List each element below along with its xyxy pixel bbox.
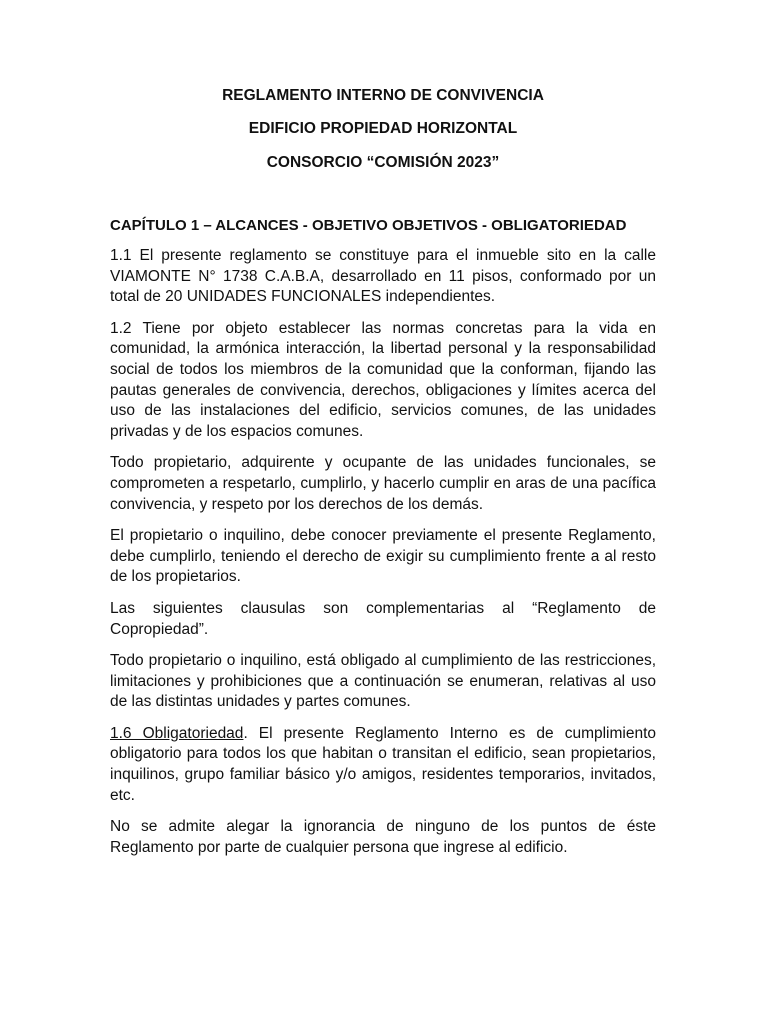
document-title: REGLAMENTO INTERNO DE CONVIVENCIA <box>222 87 544 104</box>
paragraph-owners-commitment: Todo propietario, adquirente y ocupante de las unidades funcionales, se comprometen a respetarlo, cumplirlo, y hacerlo cumplir en aras de una pacífica convivencia, y respeto por los derechos de los demás. <box>110 454 656 513</box>
section-1-6-label: 1.6 Obligatoriedad <box>110 724 244 742</box>
paragraph-1-6 <box>110 724 656 806</box>
paragraph-1-2: 1.2 Tiene por objeto establecer las normas concretas para la vida en comunidad, la armónica interacción, la libertad personal y la responsabilidad social de todos los miembros de la comunidad que la conforman, fijando las pautas generales de convivencia, derechos, obligaciones y límites acerca del uso de las instalaciones del edificio, servicios comunes, de las unidades privadas y de los espacios comunes. <box>110 319 656 440</box>
paragraph-tenant-duty: El propietario o inquilino, debe conocer previamente el presente Reglamento, debe cumplirlo, teniendo el derecho de exigir su cumplimiento frente a al resto de los propietarios. <box>110 527 656 586</box>
document-consortium: CONSORCIO “COMISIÓN 2023” <box>266 154 500 171</box>
paragraph-complementary-clauses: Las siguientes clausulas son complementarias al “Reglamento de Copropiedad”. <box>110 599 656 638</box>
chapter-heading: CAPÍTULO 1 – ALCANCES - OBJETIVO OBJETIVOS - OBLIGATORIEDAD <box>110 217 627 234</box>
paragraph-1-1: 1.1 El presente reglamento se constituye para el inmueble sito en la calle VIAMONTE N° 1738 C.A.B.A, desarrollado en 11 pisos, conformado por un total de 20 UNIDADES FUNCIONALES independientes. <box>110 247 656 306</box>
paragraph-closing: No se admite alegar la ignorancia de ninguno de los puntos de éste Reglamento por parte de cualquier persona que ingrese al edificio. <box>110 818 656 856</box>
paragraph-restrictions: Todo propietario o inquilino, está obligado al cumplimiento de las restricciones, limitaciones y prohibiciones que a continuación se enumeran, relativas al uso de las distintas unidades y partes comunes. <box>110 652 656 711</box>
document-subtitle: EDIFICIO PROPIEDAD HORIZONTAL <box>248 120 518 137</box>
section-1-6-text: . El presente Reglamento Interno es de cumplimiento obligatorio para todos los que habitan o transitan el edificio, sean propietarios, inquilinos, grupo familiar básico y/o amigos, residentes temporarios, invitados, etc. <box>110 724 657 804</box>
